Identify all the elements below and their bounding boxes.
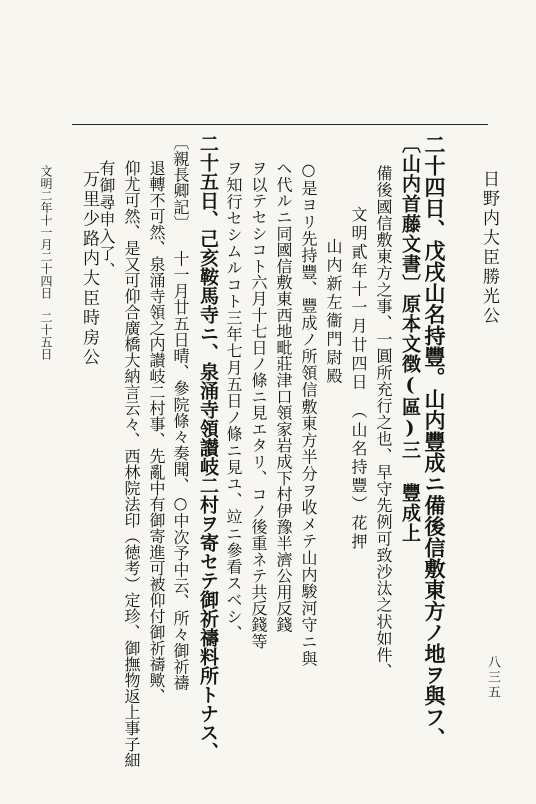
line-04: 文明貳年十一月廿四日 （山名持豐）花押 <box>349 206 368 552</box>
line-14: 有御尋申入了、 <box>97 160 116 279</box>
line-10: 二十五日、己亥鞍馬寺ニ、泉涌寺領讃岐二村ヲ寄セテ御祈禱料所トナス、 <box>197 134 219 761</box>
line-06: ○是ヨリ先持豐、豐成ノ所領信敷東方半分ヲ收メテ山内駿河守ニ與 <box>299 160 318 667</box>
line-01: 二十四日、戊戌山名持豐。山内豐成ニ備後信敷東方ノ地ヲ與フ、 <box>422 134 447 749</box>
line-08: ヲ以テセシコト六月十七日ノ條ニ見エタリ、コノ後重ネテ共反錢等 <box>249 160 268 649</box>
header-left: 万里少路内大臣時房公 <box>79 170 99 368</box>
line-09: ヲ知行セシムルコト三年七月五日ノ條ニ見ユ、竝ニ參看スベシ、 <box>224 160 243 642</box>
line-02: 〔山内首藤文書〕原本文徴(區)三 豐成上 <box>399 134 421 543</box>
header-rule <box>72 124 488 125</box>
line-05: 山内新左衞門尉殿 <box>324 238 343 386</box>
footer-date: 文明二年十一月二十四日 二十五日 <box>39 165 53 361</box>
line-13: 仰尤可然、是又可仰合廣橋大納言云々、西林院法印（徳考）定珍、御撫物返上事子細 <box>122 160 141 768</box>
line-11: 〔親長卿記〕 十一月廿五日晴、參院條々奏聞、○中次予中云、所々御祈禱 <box>171 134 190 691</box>
line-03: 備後國信敷東方之事、一圓所充行之也、早守先例可致沙汰之状如件、 <box>374 165 393 680</box>
line-12: 退轉不可然、泉涌寺領之内讃岐二村事、先亂中有御寄進可被仰付御祈禱歟、 <box>147 160 166 704</box>
header-right: 日野内大臣勝光公 <box>479 170 499 326</box>
page-number: 八三五 <box>485 655 500 700</box>
line-07: ヘ代ルニ同國信敷東西地毗莊津口領家岩成下村伊豫半濟公用反錢 <box>274 160 293 633</box>
